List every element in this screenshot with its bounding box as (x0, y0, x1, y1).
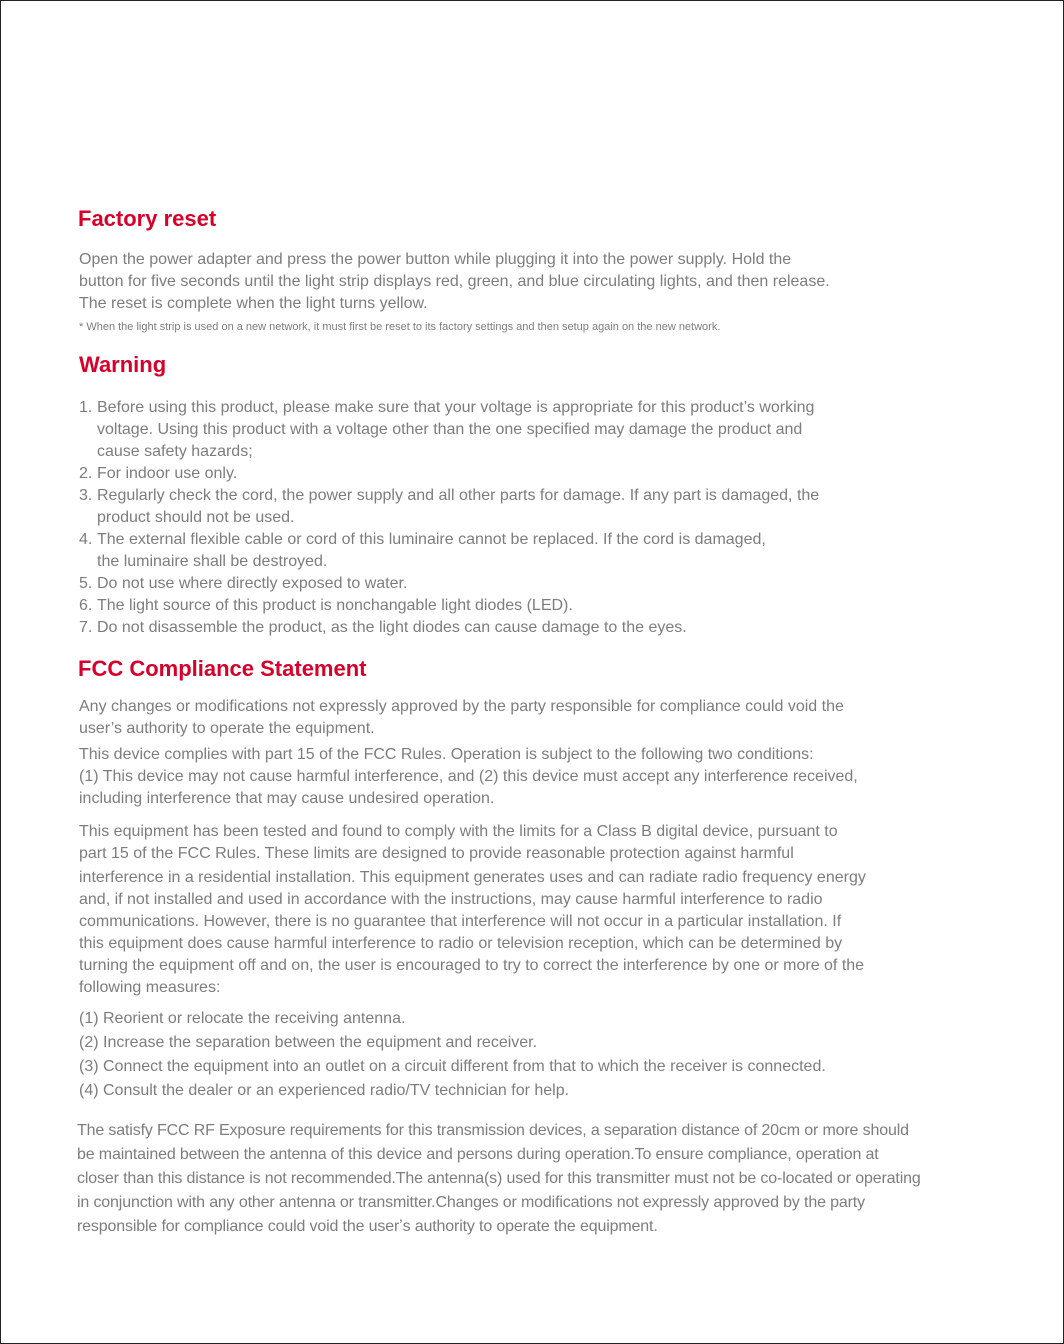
list-number: 2. (79, 465, 93, 482)
text-line: turning the equipment off and on, the user is encouraged to try to correct the interference by one or more of the (79, 957, 865, 974)
list-number: 1. (79, 399, 93, 416)
text-line: responsible for compliance could void the userʼs authority to operate the equipment. (77, 1218, 658, 1235)
text-line: this equipment does cause harmful interference to radio or television reception, which can be determined by (79, 935, 843, 952)
text-line: Any changes or modifications not expressly approved by the party responsible for compliance could void the (79, 698, 844, 715)
text-line: including interference that may cause undesired operation. (79, 790, 495, 807)
text-line: The satisfy FCC RF Exposure requirements for this transmission devices, a separation distance of 20cm or more should (77, 1122, 909, 1139)
factory-reset-heading: Factory reset (78, 206, 217, 231)
text-line: part 15 of the FCC Rules. These limits are designed to provide reasonable protection against harmful (79, 845, 794, 862)
text-line: button for five seconds until the light strip displays red, green, and blue circulating lights, and then release. (79, 273, 830, 290)
text-line: The external flexible cable or cord of this luminaire cannot be replaced. If the cord is damaged, (97, 531, 766, 548)
warning-heading: Warning (79, 352, 167, 377)
list-number: 5. (79, 575, 93, 592)
measure-item: (4) Consult the dealer or an experienced radio/TV technician for help. (79, 1082, 570, 1099)
warning-item-4 (79, 529, 819, 573)
measure-item: (1) Reorient or relocate the receiving antenna. (79, 1010, 406, 1027)
text-line: Do not disassemble the product, as the light diodes can cause damage to the eyes. (97, 619, 687, 636)
text-line: Before using this product, please make sure that your voltage is appropriate for this product’s working (97, 399, 815, 416)
fcc-paragraph-3-start (79, 821, 838, 865)
text-line: The reset is complete when the light turns yellow. (79, 295, 428, 312)
text-line: in conjunction with any other antenna or transmitter.Changes or modifications not expressly approved by the party (77, 1194, 865, 1211)
warning-item-3 (79, 485, 819, 529)
text-line: cause safety hazards; (97, 443, 253, 460)
list-number: 3. (79, 487, 93, 504)
text-line: Do not use where directly exposed to water. (97, 575, 408, 592)
text-line: user’s authority to operate the equipment. (79, 720, 375, 737)
list-number: 7. (79, 619, 93, 636)
text-line: This equipment has been tested and found to comply with the limits for a Class B digital device, pursuant to (79, 823, 838, 840)
warning-item-7 (79, 617, 819, 639)
warning-item-6 (79, 595, 819, 617)
measure-item: (3) Connect the equipment into an outlet on a circuit different from that to which the receiver is connected. (79, 1058, 826, 1075)
rf-exposure-paragraph (77, 1119, 921, 1239)
fcc-heading: FCC Compliance Statement (78, 656, 367, 681)
warning-item-1 (79, 397, 819, 463)
text-line: Open the power adapter and press the power button while plugging it into the power supply. Hold the (79, 251, 792, 268)
text-line: This device complies with part 15 of the FCC Rules. Operation is subject to the following two conditions: (79, 746, 814, 763)
text-line: voltage. Using this product with a voltage other than the one specified may damage the product and (97, 421, 803, 438)
text-line: For indoor use only. (97, 465, 238, 482)
measure-item: (2) Increase the separation between the equipment and receiver. (79, 1034, 538, 1051)
text-line: be maintained between the antenna of this device and persons during operation.To ensure compliance, operation at (77, 1146, 879, 1163)
text-line: (1) This device may not cause harmful interference, and (2) this device must accept any interference received, (79, 768, 858, 785)
fcc-measures-list (79, 1007, 826, 1103)
fcc-paragraph-2 (79, 744, 858, 810)
list-number: 6. (79, 597, 93, 614)
factory-reset-footnote: * When the light strip is used on a new network, it must first be reset to its factory settings and then setup again on the new network. (79, 321, 721, 333)
factory-reset-paragraph (79, 249, 830, 315)
text-line: and, if not installed and used in accordance with the instructions, may cause harmful interference to radio (79, 891, 823, 908)
warning-list (79, 397, 819, 639)
fcc-paragraph-1 (79, 696, 844, 740)
warning-item-2 (79, 463, 819, 485)
text-line: following measures: (79, 979, 221, 996)
text-line: communications. However, there is no guarantee that interference will not occur in a particular installation. If (79, 913, 842, 930)
warning-item-5 (79, 573, 819, 595)
list-number: 4. (79, 531, 93, 548)
text-line: closer than this distance is not recommended.The antenna(s) used for this transmitter must not be co-located or operating (77, 1170, 921, 1187)
text-line: Regularly check the cord, the power supply and all other parts for damage. If any part is damaged, the (97, 487, 820, 504)
text-line: The light source of this product is nonchangable light diodes (LED). (97, 597, 573, 614)
text-line: interference in a residential installation. This equipment generates uses and can radiate radio frequency energy (79, 869, 866, 886)
text-line: product should not be used. (97, 509, 295, 526)
fcc-paragraph-3-continued (79, 867, 866, 999)
text-line: the luminaire shall be destroyed. (97, 553, 328, 570)
